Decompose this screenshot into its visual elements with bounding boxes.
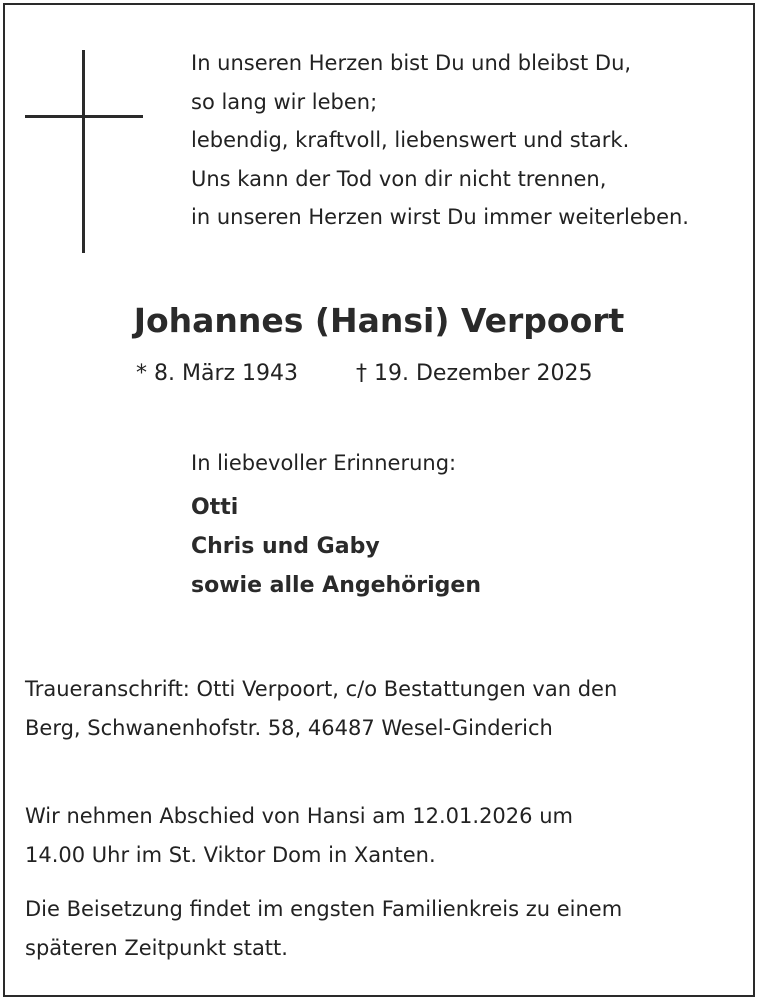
mourner: sowie alle Angehörigen bbox=[191, 573, 482, 598]
address-line: Traueranschrift: Otti Verpoort, c/o Bestattungen van den bbox=[25, 677, 618, 701]
poem-line: in unseren Herzen wirst Du immer weiterleben. bbox=[191, 205, 689, 229]
mourners-list bbox=[191, 488, 481, 605]
burial-notice bbox=[25, 890, 622, 967]
poem bbox=[191, 44, 689, 237]
burial-line: Die Beisetzung findet im engsten Familienkreis zu einem bbox=[25, 897, 623, 921]
poem-line: In unseren Herzen bist Du und bleibst Du, bbox=[191, 51, 632, 75]
birth-date: * 8. März 1943 bbox=[136, 361, 299, 386]
burial-line: späteren Zeitpunkt statt. bbox=[25, 935, 288, 960]
cross-vertical-bar bbox=[82, 50, 85, 253]
mourner: Chris und Gaby bbox=[191, 534, 380, 559]
farewell-line: 14.00 Uhr im St. Viktor Dom in Xanten. bbox=[25, 842, 436, 867]
poem-line: lebendig, kraftvoll, liebenswert und stark. bbox=[191, 128, 630, 152]
mourning-address bbox=[25, 670, 617, 747]
farewell-notice bbox=[25, 797, 573, 874]
memory-intro: In liebevoller Erinnerung: bbox=[191, 451, 457, 475]
deceased-name: Johannes (Hansi) Verpoort bbox=[133, 301, 625, 340]
farewell-line: Wir nehmen Abschied von Hansi am 12.01.2026 um bbox=[25, 804, 573, 828]
address-line: Berg, Schwanenhofstr. 58, 46487 Wesel-Ginderich bbox=[25, 715, 553, 740]
poem-line: so lang wir leben; bbox=[191, 89, 378, 114]
poem-line: Uns kann der Tod von dir nicht trennen, bbox=[191, 166, 607, 191]
death-date: † 19. Dezember 2025 bbox=[356, 361, 593, 386]
mourner: Otti bbox=[191, 495, 239, 520]
cross-horizontal-bar bbox=[25, 115, 143, 118]
